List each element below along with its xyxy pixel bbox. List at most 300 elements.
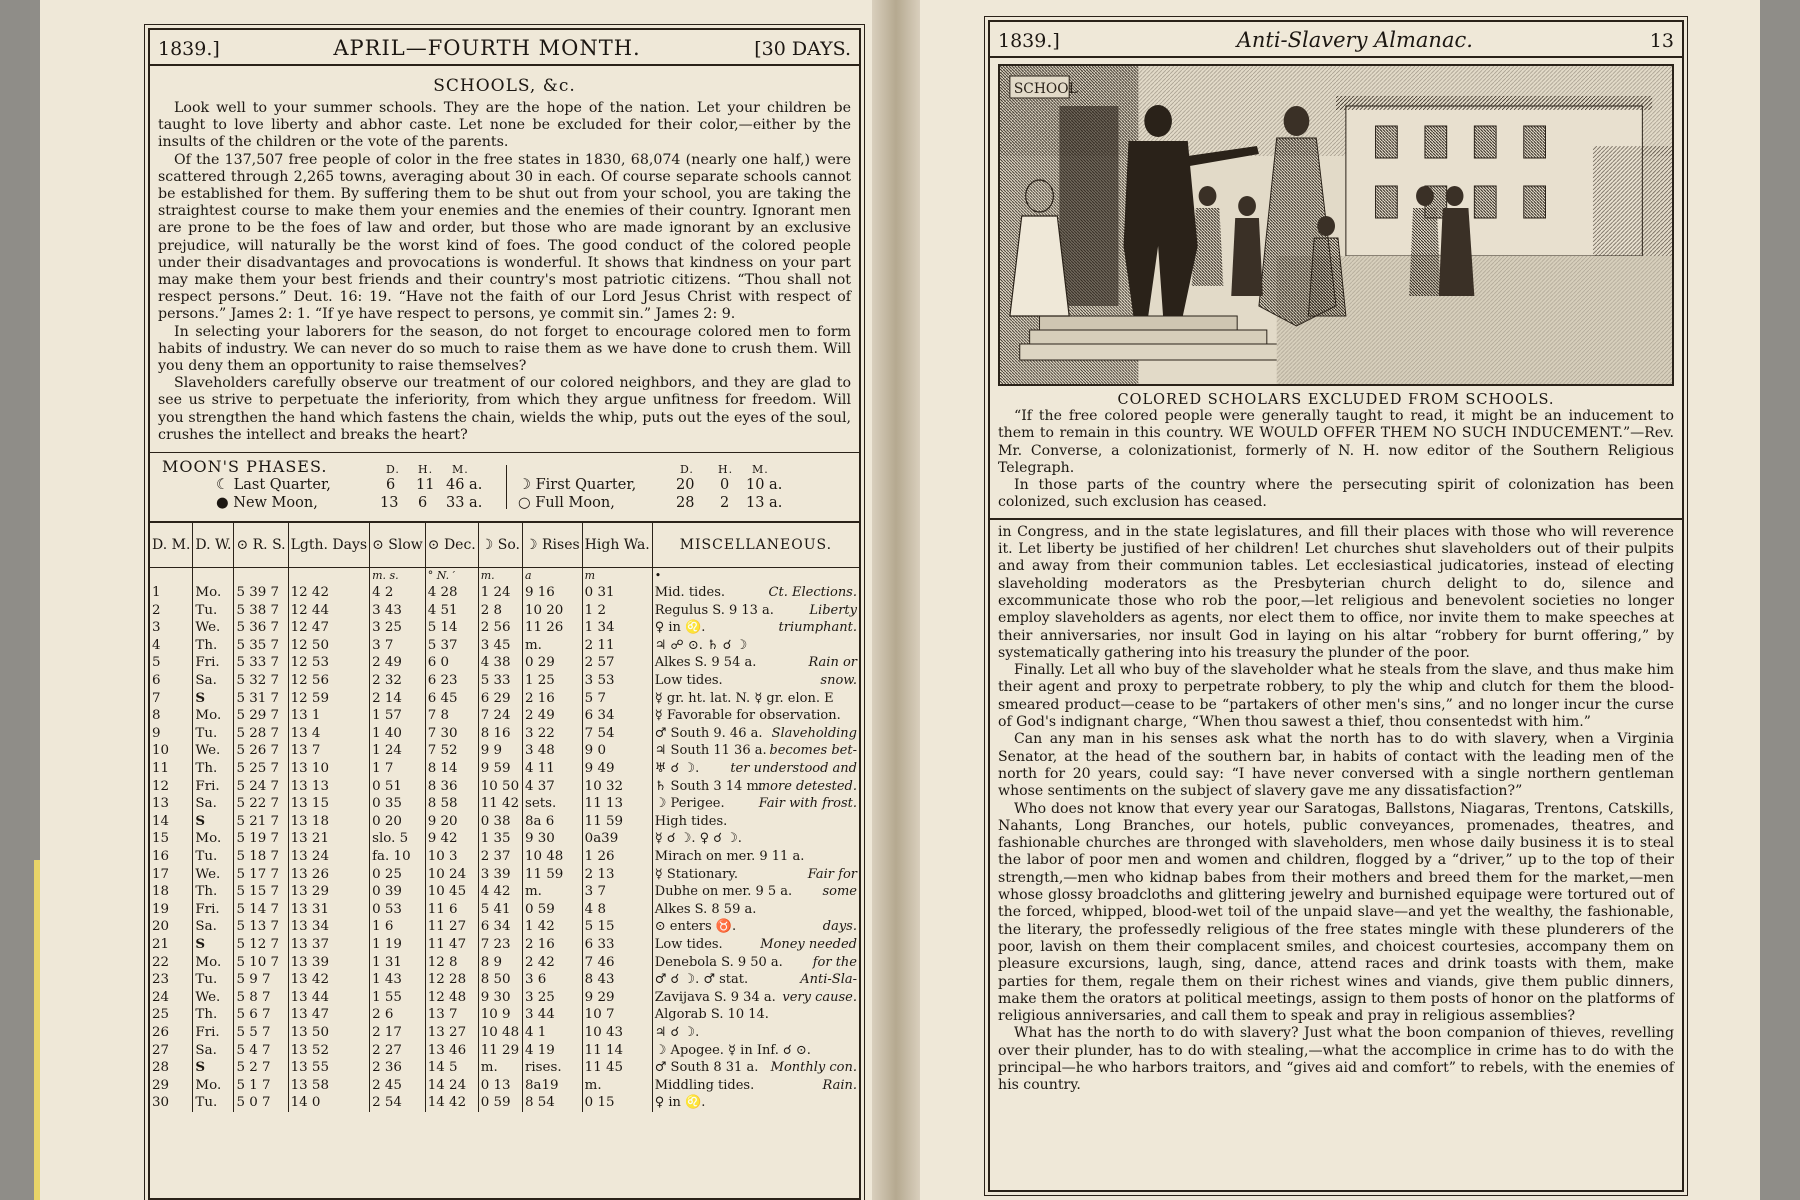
table-cell: 8 9 (478, 954, 522, 972)
unit-cell: a (522, 568, 582, 585)
table-cell: 5 36 7 (234, 619, 288, 637)
phase-name: ☾ Last Quarter, (216, 477, 331, 494)
paragraph: In selecting your laborers for the season, do not forget to encourage colored men to form habits of industry. We can never do so much to raise them as we have done to crush them. Will you deny them an opportunity to raise themselves? (158, 323, 851, 375)
misc-note: Alkes S. 9 54 a. (654, 655, 757, 671)
table-cell: 11 47 (425, 936, 478, 954)
table-row (150, 725, 859, 743)
unit-cell: • (652, 568, 859, 585)
table-cell: 12 50 (288, 637, 369, 655)
column-header: MISCELLANEOUS. (652, 523, 859, 568)
table-cell: 8 50 (478, 971, 522, 989)
table-cell: 3 25 (522, 989, 582, 1007)
misc-note: ♂ South 8 31 a. (654, 1060, 759, 1076)
table-cell: 24 (152, 989, 170, 1005)
phase-h: 2 (720, 495, 730, 512)
misc-note: ☿ Stationary. (654, 866, 739, 882)
book-gutter (872, 0, 920, 1200)
table-cell: Sa. (193, 672, 234, 690)
misc-note: ♂ ☌ ☽. ♂ stat. (654, 972, 749, 988)
table-cell: 5 18 7 (234, 848, 288, 866)
table-cell: 13 50 (288, 1024, 369, 1042)
table-cell: 10 (152, 743, 170, 759)
left-page-header (150, 30, 859, 66)
misc-note: ♃ ☍ ⊙. ♄ ☌ ☽ (654, 637, 748, 653)
col-head-m: M. (752, 463, 769, 477)
table-cell: 30 (152, 1095, 170, 1111)
phase-d: 28 (676, 495, 695, 512)
table-row (150, 1059, 859, 1077)
table-cell: Fri. (193, 901, 234, 919)
table-cell: 18 (152, 884, 170, 900)
table-cell: 0 29 (522, 654, 582, 672)
table-row (150, 742, 859, 760)
table-row (150, 901, 859, 919)
engraving-svg (1000, 66, 1672, 384)
table-cell: 9 30 (478, 989, 522, 1007)
table-cell: S (193, 690, 234, 708)
table-row (150, 690, 859, 708)
phase-d: 20 (676, 477, 695, 494)
table-cell: 10 32 (582, 778, 652, 796)
paragraph: Can any man in his senses ask what the north has to do with slavery, when a Virginia Senator, at the head of the southern bar, in habits of contact with the leading men of the north for 20 years, could say: “I have never conversed with a single northern gentleman whose sentiments on the subject of slavery gave me any dissatisfaction?” (998, 731, 1674, 800)
phase-h: 0 (720, 477, 730, 494)
table-cell: 3 48 (522, 742, 582, 760)
phase-name: ☽ First Quarter, (518, 477, 637, 494)
table-cell: 16 (152, 848, 170, 864)
table-cell: 2 45 (370, 1077, 426, 1095)
table-cell: 27 (152, 1042, 170, 1058)
table-cell: 9 (152, 725, 161, 741)
table-cell: 10 24 (425, 866, 478, 884)
table-cell: Mo. (193, 707, 234, 725)
school-sign-text: SCHOOL (1013, 80, 1078, 98)
table-cell: 7 8 (425, 707, 478, 725)
misc-remark: Fair for (807, 866, 857, 882)
misc-note: Mirach on mer. 9 11 a. (654, 848, 805, 864)
table-cell: 1 42 (522, 918, 582, 936)
table-cell: 2 16 (522, 936, 582, 954)
table-cell: 6 29 (478, 690, 522, 708)
unit-cell: m (582, 568, 652, 585)
table-cell: 3 22 (522, 725, 582, 743)
paragraph: Finally. Let all who buy of the slaveholder what he steals from the slave, and thus make him their agent and proxy to perpetrate robbery, to ply the whip and clutch for them the blood-smeared product—cease to be “partakers of other men's sins,” and no longer incur the curse of God's indignant charge, “When thou sawest a thief, thou consentedst with him.” (998, 662, 1674, 731)
table-cell: Th. (193, 760, 234, 778)
unit-cell: m. s. (370, 568, 426, 585)
table-cell: 13 58 (288, 1077, 369, 1095)
misc-remark: some (822, 884, 857, 900)
table-cell: 21 (152, 936, 170, 952)
header-month: APRIL—FOURTH MONTH. (333, 36, 641, 60)
table-cell: 11 29 (478, 1042, 522, 1060)
table-cell: 2 37 (478, 848, 522, 866)
table-cell: 17 (152, 866, 170, 882)
misc-cell (652, 901, 859, 919)
table-cell: 5 6 7 (234, 1006, 288, 1024)
misc-note: Algorab S. 10 14. (654, 1007, 769, 1023)
header-year: 1839.] (998, 30, 1060, 52)
phase-m: 10 a. (746, 477, 783, 494)
table-row (150, 1042, 859, 1060)
phase-m: 46 a. (446, 477, 483, 494)
table-cell: 7 54 (582, 725, 652, 743)
table-cell: 5 33 7 (234, 654, 288, 672)
left-page (40, 0, 872, 1200)
misc-note: ☿ gr. ht. lat. N. ☿ gr. elon. E (654, 690, 834, 706)
column-header: Lgth. Days (288, 523, 369, 568)
table-cell: 12 47 (288, 619, 369, 637)
header-days: [30 DAYS. (754, 38, 851, 60)
table-cell: 3 43 (370, 602, 426, 620)
table-cell: rises. (522, 1059, 582, 1077)
table-cell: 12 8 (425, 954, 478, 972)
table-cell: 2 56 (478, 619, 522, 637)
table-cell: 11 14 (582, 1042, 652, 1060)
misc-cell (652, 602, 859, 620)
table-cell: 2 11 (582, 637, 652, 655)
phase-m: 33 a. (446, 495, 483, 512)
column-header: ☽ So. (478, 523, 522, 568)
table-cell: 2 36 (370, 1059, 426, 1077)
table-cell: m. (522, 637, 582, 655)
column-header: ⊙ Slow (370, 523, 426, 568)
right-page (920, 0, 1760, 1200)
table-cell: 1 24 (478, 584, 522, 602)
table-cell: 8 54 (522, 1094, 582, 1112)
table-cell: m. (478, 1059, 522, 1077)
table-cell: 1 35 (478, 830, 522, 848)
table-cell: 5 38 7 (234, 602, 288, 620)
table-cell: 9 30 (522, 830, 582, 848)
table-cell: 1 43 (370, 971, 426, 989)
misc-cell (652, 725, 859, 743)
table-cell: 11 13 (582, 795, 652, 813)
misc-note: Low tides. (654, 673, 723, 689)
table-cell: 5 8 7 (234, 989, 288, 1007)
misc-cell (652, 707, 859, 725)
misc-cell (652, 971, 859, 989)
misc-remark: ter understood and (730, 761, 857, 776)
table-cell: 11 26 (522, 619, 582, 637)
table-cell: 13 26 (288, 866, 369, 884)
col-head-h: H. (718, 463, 734, 477)
table-cell: 23 (152, 972, 170, 988)
misc-note: Middling tides. (654, 1077, 755, 1093)
table-cell: 4 8 (582, 901, 652, 919)
table-cell: m. (582, 1077, 652, 1095)
table-cell: 3 6 (522, 971, 582, 989)
table-row (150, 813, 859, 831)
table-cell: 12 42 (288, 584, 369, 602)
table-cell: Tu. (193, 971, 234, 989)
table-cell: 14 5 (425, 1059, 478, 1077)
phase-name: ● New Moon, (216, 495, 318, 512)
table-cell: 0 15 (582, 1094, 652, 1112)
table-cell: 3 7 (582, 883, 652, 901)
unit-cell (288, 568, 369, 585)
table-cell: 3 53 (582, 672, 652, 690)
column-header: D. W. (193, 523, 234, 568)
table-row (150, 619, 859, 637)
table-cell: 5 15 7 (234, 883, 288, 901)
table-cell: We. (193, 866, 234, 884)
table-cell: 15 (152, 831, 170, 847)
units-row (150, 568, 859, 585)
moon-divider (506, 465, 507, 509)
table-cell: 13 (152, 796, 170, 812)
table-cell: 5 2 7 (234, 1059, 288, 1077)
misc-cell (652, 690, 859, 708)
quote-text (990, 408, 1682, 512)
table-cell: 5 41 (478, 901, 522, 919)
table-cell: 10 3 (425, 848, 478, 866)
table-cell: 5 17 7 (234, 866, 288, 884)
misc-cell (652, 1077, 859, 1095)
table-cell: 2 8 (478, 602, 522, 620)
misc-remark: for the (812, 954, 857, 970)
table-cell: 14 0 (288, 1094, 369, 1112)
table-cell: 1 34 (582, 619, 652, 637)
table-cell: 11 59 (522, 866, 582, 884)
table-cell: 5 31 7 (234, 690, 288, 708)
table-cell: 10 48 (478, 1024, 522, 1042)
table-cell: 4 1 (522, 1024, 582, 1042)
misc-cell (652, 778, 859, 796)
table-cell: 13 24 (288, 848, 369, 866)
table-cell: 5 (152, 655, 161, 671)
table-cell: We. (193, 742, 234, 760)
table-cell: 11 45 (582, 1059, 652, 1077)
table-cell: 13 37 (288, 936, 369, 954)
misc-remark: Liberty (809, 602, 857, 618)
table-row (150, 830, 859, 848)
misc-note: ♀ in ♌. (654, 1095, 706, 1111)
table-cell: 13 39 (288, 954, 369, 972)
table-cell: Tu. (193, 725, 234, 743)
table-cell: 5 37 (425, 637, 478, 655)
table-cell: 4 (152, 637, 161, 653)
table-cell: 8 14 (425, 760, 478, 778)
table-cell: 5 39 7 (234, 584, 288, 602)
table-cell: 19 (152, 901, 170, 917)
misc-cell (652, 866, 859, 884)
table-row (150, 654, 859, 672)
misc-note: Dubhe on mer. 9 5 a. (654, 884, 793, 900)
table-row (150, 1024, 859, 1042)
table-cell: 13 47 (288, 1006, 369, 1024)
table-cell: 6 33 (582, 936, 652, 954)
paragraph: What has the north to do with slavery? Just what the boon companion of thieves, revelling over their plunder, has to do with stealing,—what the accomplice in crime has to do with the principal—he who harbors traitors, and “gives aid and comfort” to rebels, with the enemies of his country. (998, 1025, 1674, 1094)
table-cell: 10 48 (522, 848, 582, 866)
table-cell: 5 26 7 (234, 742, 288, 760)
table-cell: 20 (152, 919, 170, 935)
misc-cell (652, 637, 859, 655)
table-cell: 1 57 (370, 707, 426, 725)
table-row (150, 707, 859, 725)
table-cell: 13 52 (288, 1042, 369, 1060)
table-cell: 6 23 (425, 672, 478, 690)
phase-d: 13 (380, 495, 399, 512)
table-cell: Mo. (193, 830, 234, 848)
table-cell: 13 21 (288, 830, 369, 848)
table-cell: 6 0 (425, 654, 478, 672)
table-cell: 4 51 (425, 602, 478, 620)
table-row (150, 883, 859, 901)
table-cell: 1 (152, 585, 161, 601)
schools-text (150, 100, 859, 444)
phase-h: 11 (416, 477, 435, 494)
table-cell: 5 24 7 (234, 778, 288, 796)
misc-note: ⊙ enters ♉. (654, 919, 737, 935)
phase-d: 6 (386, 477, 396, 494)
unit-cell (193, 568, 234, 585)
misc-cell (652, 830, 859, 848)
column-header: High Wa. (582, 523, 652, 568)
left-page-frame (148, 28, 861, 1200)
table-cell: 7 52 (425, 742, 478, 760)
table-cell: 13 10 (288, 760, 369, 778)
table-cell: Th. (193, 1006, 234, 1024)
table-cell: 13 15 (288, 795, 369, 813)
table-cell: 11 59 (582, 813, 652, 831)
table-row (150, 971, 859, 989)
table-cell: Th. (193, 637, 234, 655)
table-cell: S (193, 936, 234, 954)
table-cell: 2 42 (522, 954, 582, 972)
table-cell: 13 27 (425, 1024, 478, 1042)
table-row (150, 918, 859, 936)
misc-remark: Rain. (822, 1077, 857, 1093)
unit-cell (234, 568, 288, 585)
column-header: ⊙ R. S. (234, 523, 288, 568)
misc-note: ♀ in ♌. (654, 620, 706, 636)
misc-cell (652, 760, 859, 778)
table-cell: 22 (152, 954, 170, 970)
col-head-h: H. (418, 463, 434, 477)
misc-cell (652, 936, 859, 954)
table-cell: 2 27 (370, 1042, 426, 1060)
phase-name: ○ Full Moon, (518, 495, 615, 512)
col-head-m: M. (452, 463, 469, 477)
table-cell: 5 28 7 (234, 725, 288, 743)
table-cell: 2 32 (370, 672, 426, 690)
table-cell: 14 (152, 813, 170, 829)
table-cell: 5 32 7 (234, 672, 288, 690)
paragraph: Of the 137,507 free people of color in the free states in 1830, 68,074 (nearly one half,) were scattered through 2,265 towns, averaging about 30 in each. Of course separate schools cannot be established for them. By suffering them to be shut out from your school, you are taking the straightest course to make them your enemies and the enemies of their country. Ignorant men are prone to be the foes of law and order, but those who are made ignorant by an exclusive prejudice, will naturally be the worst kind of foes. The good conduct of the colored people under their disadvantages and provocations is wonderful. It shows that kindness on your part may make them your best friends and their country's most patriotic citizens. “Thou shall not respect persons.” Deut. 16: 19. “Have not the faith of our Lord Jesus Christ with respect of persons.” James 2: 1. “If ye have respect to persons, ye commit sin.” James 2: 9. (158, 151, 851, 323)
misc-remark: very cause. (782, 989, 857, 1005)
table-cell: 6 (152, 673, 161, 689)
table-cell: 3 25 (370, 619, 426, 637)
table-cell: 1 25 (522, 672, 582, 690)
table-cell: 9 42 (425, 830, 478, 848)
table-cell: 9 49 (582, 760, 652, 778)
moon-phases (150, 452, 859, 523)
paragraph: Look well to your summer schools. They are the hope of the nation. Let your children be taught to love liberty and abhor caste. Let none be excluded for their color,—either by the insults of the children or the vote of the parents. (158, 100, 851, 151)
table-cell: slo. 5 (370, 830, 426, 848)
table-cell: 0 35 (370, 795, 426, 813)
table-cell: 3 44 (522, 1006, 582, 1024)
table-cell: 7 24 (478, 707, 522, 725)
table-cell: 2 49 (522, 707, 582, 725)
table-cell: 7 30 (425, 725, 478, 743)
table-row (150, 936, 859, 954)
table-row (150, 584, 859, 602)
table-cell: 13 1 (288, 707, 369, 725)
misc-note: Mid. tides. (654, 585, 726, 601)
divider-rule (990, 518, 1682, 520)
table-row (150, 954, 859, 972)
table-cell: Sa. (193, 918, 234, 936)
table-cell: 13 18 (288, 813, 369, 831)
table-cell: 13 13 (288, 778, 369, 796)
column-header: ⊙ Dec. (425, 523, 478, 568)
misc-cell (652, 1094, 859, 1112)
table-cell: 5 15 (582, 918, 652, 936)
table-cell: 12 44 (288, 602, 369, 620)
table-cell: 2 54 (370, 1094, 426, 1112)
misc-note: ♃ South 11 36 a. (654, 743, 767, 759)
table-cell: 1 7 (370, 760, 426, 778)
table-cell: 29 (152, 1077, 170, 1093)
table-cell: 7 46 (582, 954, 652, 972)
table-cell: 2 6 (370, 1006, 426, 1024)
table-cell: Mo. (193, 1077, 234, 1095)
table-cell: 0 51 (370, 778, 426, 796)
table-cell: 2 57 (582, 654, 652, 672)
table-header-row (150, 523, 859, 568)
table-cell: 4 38 (478, 654, 522, 672)
table-cell: 25 (152, 1007, 170, 1023)
table-cell: 13 42 (288, 971, 369, 989)
table-cell: 10 9 (478, 1006, 522, 1024)
misc-cell (652, 795, 859, 813)
misc-remark: Ct. Elections. (768, 585, 857, 601)
misc-cell (652, 989, 859, 1007)
table-cell: 28 (152, 1060, 170, 1076)
table-cell: 0 31 (582, 584, 652, 602)
table-row (150, 672, 859, 690)
table-row (150, 1077, 859, 1095)
table-cell: 10 43 (582, 1024, 652, 1042)
almanac-table (150, 523, 859, 1112)
misc-note: ☽ Apogee. ☿ in Inf. ☌ ⊙. (654, 1042, 811, 1058)
table-cell: 5 12 7 (234, 936, 288, 954)
misc-note: Low tides. (654, 936, 723, 952)
section-title: SCHOOLS, &c. (433, 76, 576, 96)
table-cell: 9 9 (478, 742, 522, 760)
table-cell: 1 40 (370, 725, 426, 743)
illustration-caption: COLORED SCHOLARS EXCLUDED FROM SCHOOLS. (1117, 392, 1555, 408)
misc-cell (652, 672, 859, 690)
page-number: 13 (1649, 30, 1674, 52)
table-cell: 6 45 (425, 690, 478, 708)
table-cell: 13 44 (288, 989, 369, 1007)
table-cell: 2 13 (582, 866, 652, 884)
misc-remark: becomes bet- (769, 743, 857, 759)
table-cell: 10 45 (425, 883, 478, 901)
table-cell: 4 28 (425, 584, 478, 602)
table-row (150, 637, 859, 655)
misc-note: ☿ ☌ ☽. ♀ ☌ ☽. (654, 831, 742, 847)
table-cell: 8a 6 (522, 813, 582, 831)
table-row (150, 795, 859, 813)
table-cell: 1 24 (370, 742, 426, 760)
unit-cell: m. (478, 568, 522, 585)
misc-remark: Rain or (808, 655, 857, 671)
table-cell: 2 49 (370, 654, 426, 672)
table-cell: 13 7 (425, 1006, 478, 1024)
table-cell: 9 59 (478, 760, 522, 778)
table-cell: Sa. (193, 1042, 234, 1060)
